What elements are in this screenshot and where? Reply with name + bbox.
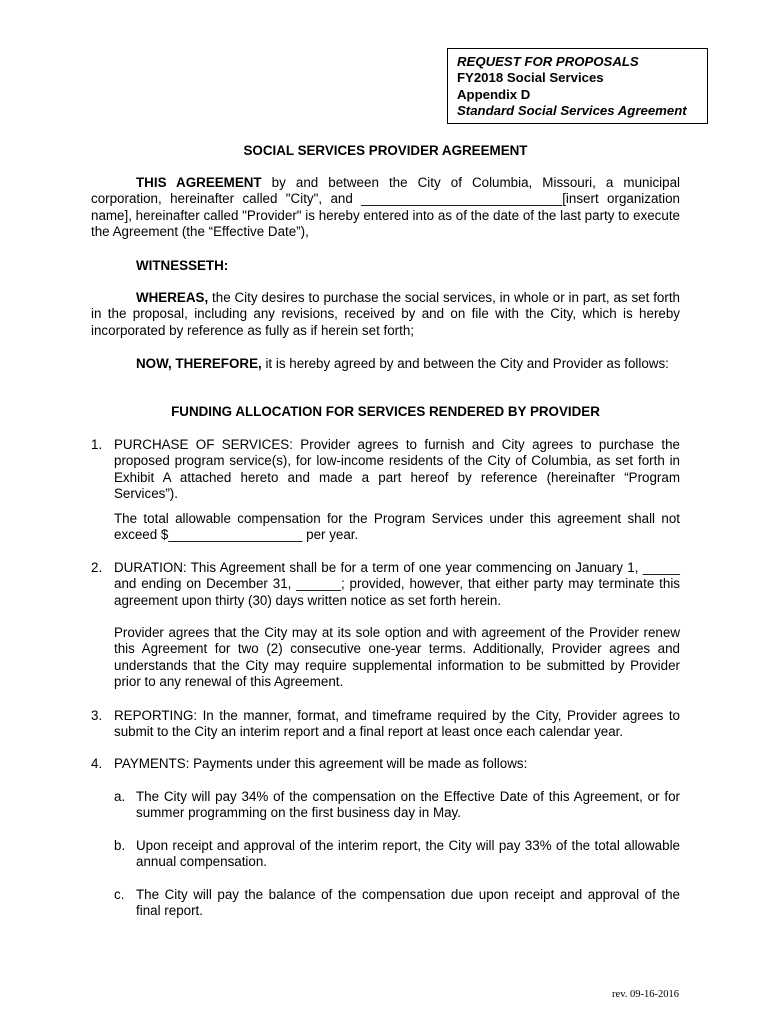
funding-heading: FUNDING ALLOCATION FOR SERVICES RENDERED BY PROVIDER bbox=[171, 404, 600, 419]
now-therefore-lead: NOW, THEREFORE, bbox=[136, 356, 262, 371]
section-purchase-of-services: PURCHASE OF SERVICES: Provider agrees to furnish and City agrees to purchase the proposed program service(s), for low-income residents of the City of Columbia, as set forth in Exhibit A attached hereto and made a part hereof by reference (hereinafter “Program Services”). bbox=[114, 437, 680, 502]
revision-date: rev. 09-16-2016 bbox=[612, 989, 679, 1000]
payment-item: The City will pay 34% of the compensation on the Effective Date of this Agreement, or for summer programming on the first business day in May. bbox=[136, 789, 680, 821]
payment-letter: b. bbox=[114, 838, 126, 853]
section-reporting: REPORTING: In the manner, format, and timeframe required by the City, Provider agrees to submit to the City an interim report and a final report at least once each calendar year. bbox=[114, 708, 680, 740]
payment-letter: c. bbox=[114, 887, 125, 902]
payment-item: Upon receipt and approval of the interim report, the City will pay 33% of the total allowable annual compensation. bbox=[136, 838, 680, 870]
payment-letter: a. bbox=[114, 789, 126, 804]
section-payments: PAYMENTS: Payments under this agreement will be made as follows: bbox=[114, 756, 528, 771]
now-therefore-text: it is hereby agreed by and between the City and Provider as follows: bbox=[261, 356, 669, 371]
section-number: 3. bbox=[91, 708, 103, 723]
section-number: 2. bbox=[91, 560, 103, 575]
payment-item: The City will pay the balance of the compensation due upon receipt and approval of the final report. bbox=[136, 887, 680, 919]
section-number: 4. bbox=[91, 756, 103, 771]
section-duration: DURATION: This Agreement shall be for a term of one year commencing on January 1, _____ and ending on December 31, ______; provided, however, that either party may terminate this agreement upon thirty (30) days written notice as set forth herein. bbox=[114, 560, 680, 608]
document-title: SOCIAL SERVICES PROVIDER AGREEMENT bbox=[243, 143, 528, 158]
rfp-header-box bbox=[447, 48, 708, 124]
whereas-paragraph bbox=[91, 290, 680, 339]
witnesseth-heading: WITNESSETH: bbox=[136, 258, 229, 273]
rfp-header-line: REQUEST FOR PROPOSALS bbox=[457, 54, 639, 69]
rfp-header-line: Appendix D bbox=[457, 86, 531, 102]
intro-lead: THIS AGREEMENT bbox=[136, 175, 262, 190]
rfp-header-line: Standard Social Services Agreement bbox=[457, 103, 687, 119]
intro-paragraph bbox=[91, 175, 680, 241]
section-compensation-paragraph: The total allowable compensation for the Program Services under this agreement shall not exceed $__________________ per year. bbox=[114, 511, 680, 543]
now-therefore-paragraph bbox=[91, 356, 680, 372]
section-number: 1. bbox=[91, 437, 103, 452]
rfp-header-line: FY2018 Social Services bbox=[457, 70, 604, 86]
intro-text: by and between the City of Columbia, Missouri, a municipal corporation, hereinafter called "City", and ___________________________[insert organization name], hereinafter called "Provider" is hereby entered into as of the date of the last party to execute the Agreement (the “Effective Date”), bbox=[91, 175, 680, 240]
whereas-text: the City desires to purchase the social services, in whole or in part, as set forth in the proposal, including any revisions, received by and on file with the City, which is hereby incorporated by reference as fully as if herein set forth; bbox=[91, 290, 680, 338]
whereas-lead: WHEREAS, bbox=[136, 290, 209, 305]
section-renewal-paragraph: Provider agrees that the City may at its sole option and with agreement of the Provider renew this Agreement for two (2) consecutive one-year terms. Additionally, Provider agrees and understands that the City may require supplemental information to be submitted by Provider prior to any renewal of this Agreement. bbox=[114, 625, 680, 690]
